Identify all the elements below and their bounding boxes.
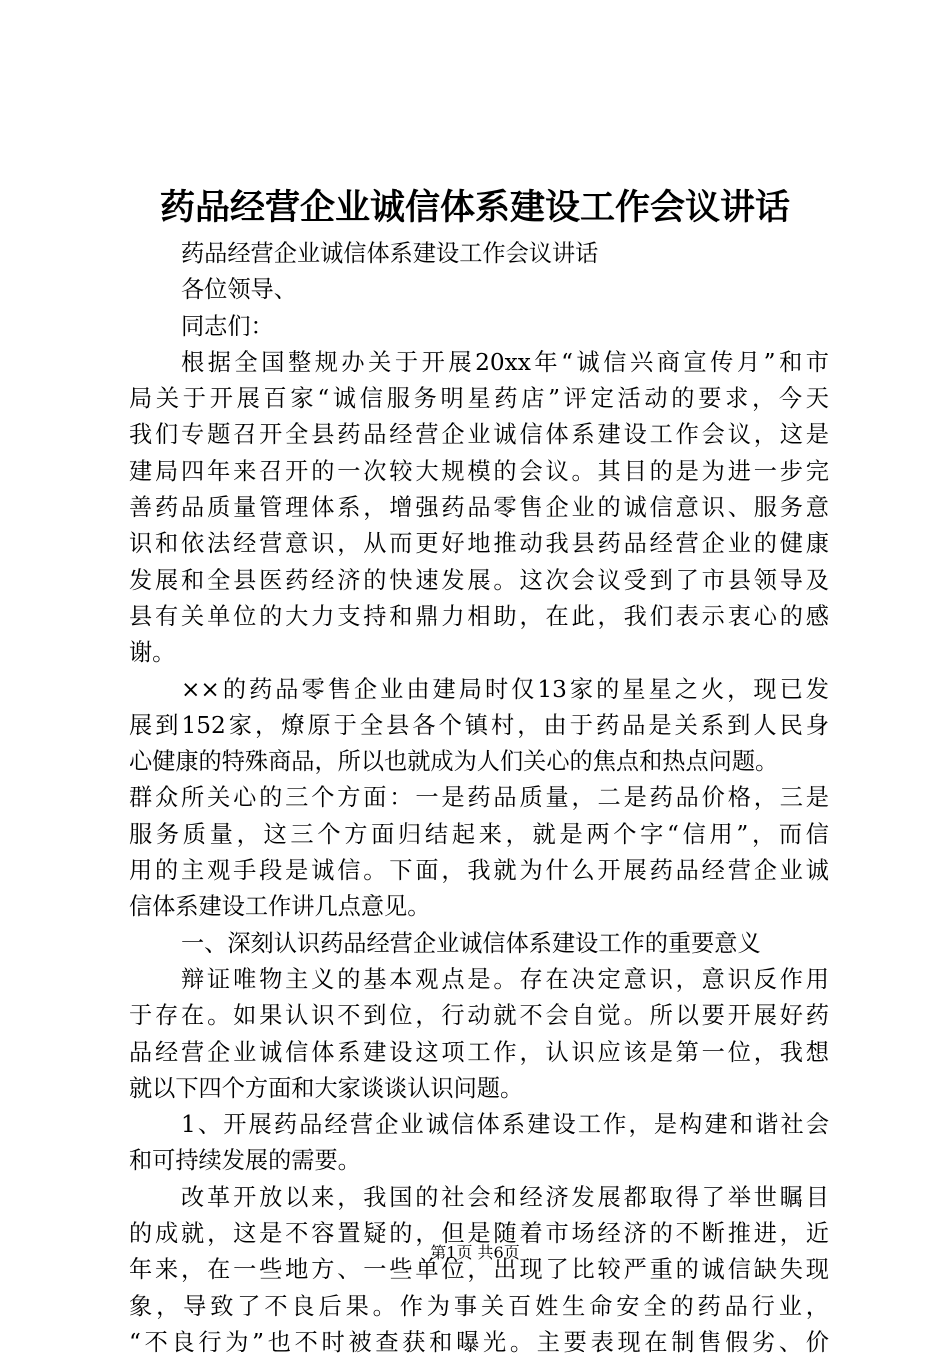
text-line: 就以下四个方面和大家谈谈认识问题。 xyxy=(129,1074,524,1102)
text-line: “不良行为”也不时被查获和曝光。主要表现在制售假劣、价 xyxy=(129,1328,829,1356)
text-line: 药品经营企业诚信体系建设工作会议讲话 xyxy=(181,240,599,267)
text-line: 我们专题召开全县药品经营企业诚信体系建设工作会议，这是 xyxy=(129,421,829,449)
text-line: ××的药品零售企业由建局时仅13家的星星之火，现已发 xyxy=(181,675,829,703)
text-line: 的成就，这是不容置疑的，但是随着市场经济的不断推进，近 xyxy=(129,1220,829,1248)
text-line: 县有关单位的大力支持和鼎力相助，在此，我们表示衷心的感 xyxy=(129,602,829,630)
text-line: 局关于开展百家“诚信服务明星药店”评定活动的要求，今天 xyxy=(129,385,829,413)
text-line: 善药品质量管理体系，增强药品零售企业的诚信意识、服务意 xyxy=(129,494,829,522)
text-line: 同志们： xyxy=(181,312,274,340)
text-line: 各位领导、 xyxy=(181,276,297,304)
text-line: 品经营企业诚信体系建设这项工作，认识应该是第一位，我想 xyxy=(129,1038,829,1066)
text-line: 服务质量，这三个方面归结起来，就是两个字“信用”，而信 xyxy=(129,820,829,848)
text-line: 改革开放以来，我国的社会和经济发展都取得了举世瞩目 xyxy=(181,1183,829,1211)
text-line: 建局四年来召开的一次较大规模的会议。其目的是为进一步完 xyxy=(129,457,829,485)
text-line: 根据全国整规办关于开展20xx年“诚信兴商宣传月”和市 xyxy=(181,348,829,376)
text-line: 发展和全县医药经济的快速发展。这次会议受到了市县领导及 xyxy=(129,566,829,594)
text-line: 识和依法经营意识，从而更好地推动我县药品经营企业的健康 xyxy=(129,530,829,558)
text-line: 群众所关心的三个方面：一是药品质量，二是药品价格，三是 xyxy=(129,784,829,812)
text-line: 象，导致了不良后果。作为事关百姓生命安全的药品行业， xyxy=(129,1292,829,1320)
text-line: 一、深刻认识药品经营企业诚信体系建设工作的重要意义 xyxy=(181,929,761,957)
text-line: 心健康的特殊商品，所以也就成为人们关心的焦点和热点问题。 xyxy=(129,748,779,776)
text-line: 年来，在一些地方、一些单位，出现了比较严重的诚信缺失现 xyxy=(129,1256,829,1284)
document-title: 药品经营企业诚信体系建设工作会议讲话 xyxy=(159,187,790,228)
page-footer: 第1页 共6页 xyxy=(430,1243,520,1262)
text-line: 信体系建设工作讲几点意见。 xyxy=(129,893,431,921)
text-line: 1、开展药品经营企业诚信体系建设工作，是构建和谐社会 xyxy=(181,1111,829,1139)
text-line: 展到152家，燎原于全县各个镇村，由于药品是关系到人民身 xyxy=(129,711,829,739)
text-line: 用的主观手段是诚信。下面，我就为什么开展药品经营企业诚 xyxy=(129,857,829,885)
text-line: 于存在。如果认识不到位，行动就不会自觉。所以要开展好药 xyxy=(129,1002,829,1030)
text-line: 和可持续发展的需要。 xyxy=(129,1147,361,1175)
text-line: 谢。 xyxy=(129,639,176,667)
text-line: 辩证唯物主义的基本观点是。存在决定意识，意识反作用 xyxy=(181,965,829,993)
document-body xyxy=(129,236,829,1361)
